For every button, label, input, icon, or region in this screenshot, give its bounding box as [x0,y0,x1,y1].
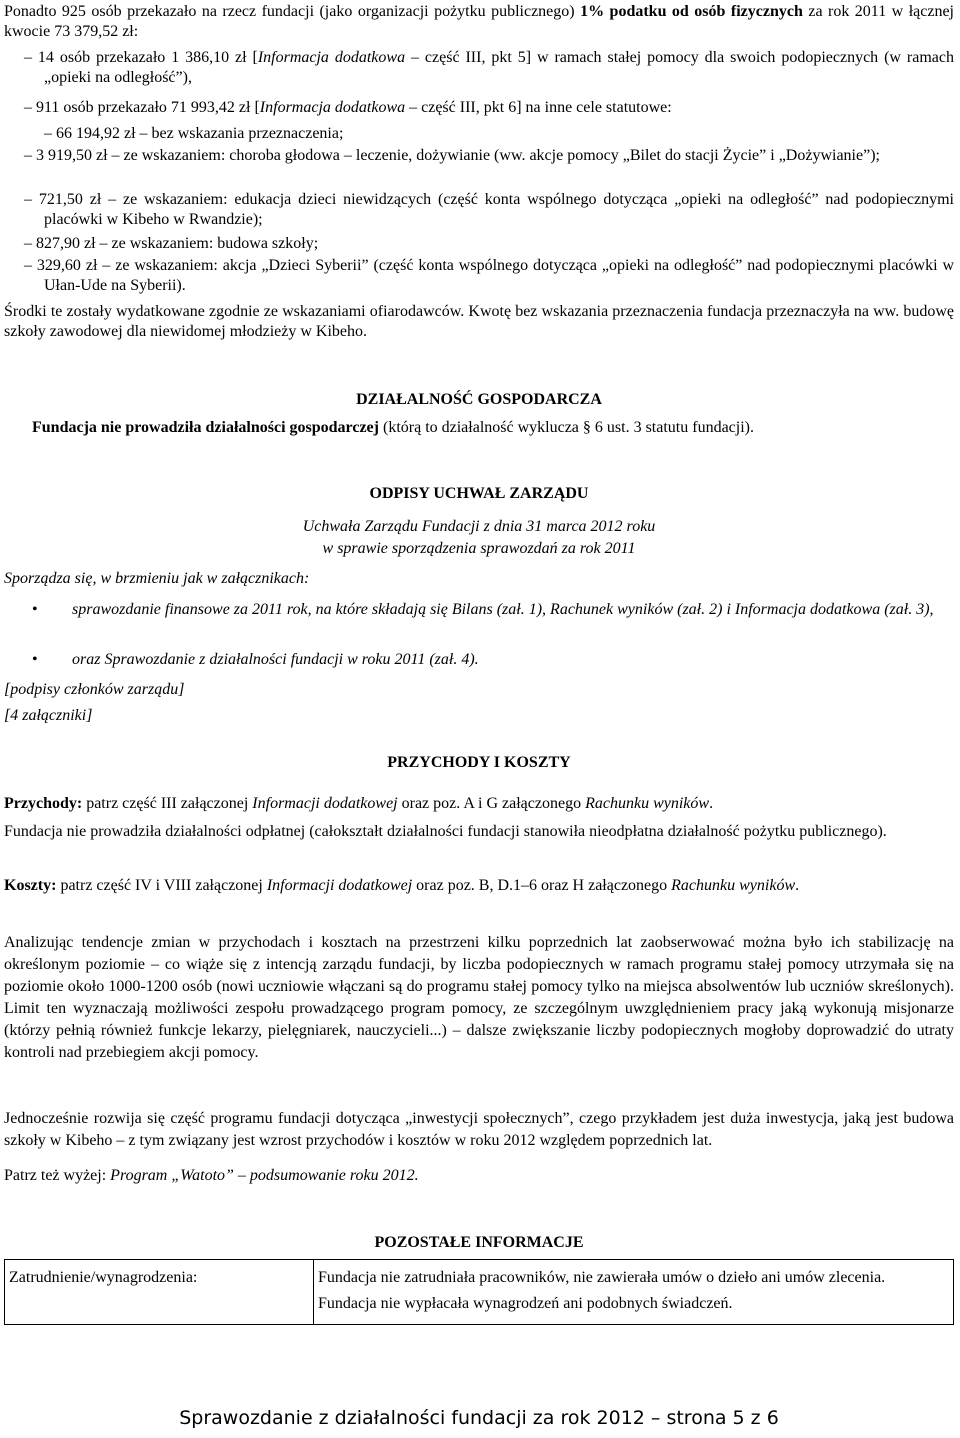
costs-text-end: . [795,877,800,894]
donation-item-2-text: – 911 osób przekazało 71 993,42 zł [ [24,99,260,116]
analysis-paragraph: Analizując tendencje zmian w przychodach i kosztach na przestrzeni kilku poprzednich lat zaobserwować można było ich stabilizację na określonym poziomie – co wiąże się z intencją zarządu fundacji, by liczba podopiecznych w ramach programu stałej pomocy utrzymała się na poziomie około 1000-1200 osób (nowi uczniowie włączani są do programu stałej pomocy tylko na miejsca absolwentów lub uczniów skreślonych). Limit ten wyznaczają możliwości zespołu prowadzącego program pomocy, ze szczególnym uwzględnieniem pracy jaką wykonują misjonarze (którzy pełnią również funkcje lekarzy, pielęgniarek, nauczycieli...) – dalsze zwiększanie liczby podopiecznych mogłoby doprowadzić do utraty kontroli nad przebiegiem akcji pomocy. [4,934,954,1061]
intro-paragraph [4,2,954,42]
business-paragraph [32,418,960,438]
see-also-text: Patrz też wyżej: [4,1167,111,1184]
resolution-bullet-2 [4,650,954,670]
costs-label: Koszty: [4,877,57,894]
sub-item-text: – 66 194,92 zł – bez wskazania przeznaczenia; [44,125,344,142]
resolution-bullet-text: sprawozdanie finansowe za 2011 rok, na które składają się Bilans (zał. 1), Rachunek wyników (zał. 2) i Informacja dodatkowa (zał. 3), [72,601,934,618]
resolution-subtitle: w sprawie sporządzenia sprawozdań za rok 2011 [322,540,636,557]
sub-item-5 [4,256,954,296]
section-title-other-info: POZOSTAŁE INFORMACJE [374,1234,584,1251]
employment-label: Zatrudnienie/wynagrodzenia: [9,1269,198,1286]
sub-item-text: – 3 919,50 zł – ze wskazaniem: choroba głodowa – leczenie, dożywianie (ww. akcje pomocy „Bilet do stacji Życie” i „Dożywianie”); [24,147,880,164]
employment-label-cell [5,1260,314,1325]
business-text: (którą to działalność wyklucza § 6 ust. 3 statutu fundacji). [378,419,754,436]
non-paid-activity-paragraph: Fundacja nie prowadziła działalności odpłatnej (całokształt działalności fundacji stanowiła nieodpłatna działalność pożytku publicznego). [4,823,887,840]
revenue-paragraph [4,794,954,814]
bullet-icon: • [32,601,38,618]
sub-item-1 [4,124,954,144]
revenue-label: Przychody: [4,795,83,812]
costs-paragraph [4,876,954,896]
donation-item-1-ref: Informacja dodatkowa [257,49,406,66]
employment-value-cell [314,1260,954,1325]
section-title-resolutions: ODPISY UCHWAŁ ZARZĄDU [369,485,589,502]
sub-item-2 [4,146,954,166]
revenue-ref-1: Informacji dodatkowej [252,795,398,812]
see-also-paragraph [4,1166,954,1186]
resolution-title: Uchwała Zarządu Fundacji z dnia 31 marca 2012 roku [302,518,656,535]
see-also-ref: Program „Watoto” – podsumowanie roku 2012. [110,1167,419,1184]
resolution-lead [4,569,954,589]
bullet-icon: • [32,651,38,668]
employment-table [4,1259,954,1325]
attachments-text: [4 załączniki] [4,707,93,724]
costs-ref-1: Informacji dodatkowej [266,877,413,894]
section-title-revenue-costs: PRZYCHODY I KOSZTY [387,754,571,771]
revenue-text-2: oraz poz. A i G załączonego [397,795,586,812]
intro-text-end: za rok 2011 w łącznej kwocie 73 379,52 zł: [4,3,955,40]
revenue-text: patrz część III załączonej [82,795,253,812]
donation-item-1 [4,48,954,88]
revenue-ref-2: Rachunku wyników [585,795,710,812]
costs-ref-2: Rachunku wyników [671,877,796,894]
signatures-note [4,680,954,700]
donation-item-1-text: – 14 osób przekazało 1 386,10 zł [ [24,49,258,66]
donation-item-2-ref: Informacja dodatkowa [259,99,406,116]
employment-value-2: Fundacja nie wypłacała wynagrodzeń ani podobnych świadczeń. [318,1295,733,1312]
donation-item-1-text-end: – część III, pkt 5] w ramach stałej pomocy dla swoich podopiecznych (w ramach „opieki na odległość”), [44,49,954,86]
revenue-text-end: . [709,795,714,812]
sub-item-3 [4,190,954,230]
funds-paragraph: Środki te zostały wydatkowane zgodnie ze wskazaniami ofiarodawców. Kwotę bez wskazania przeznaczenia fundacja przeznaczyła na ww. budowę szkoły zawodowej dla niewidomej młodzieży w Kibeho. [4,303,954,340]
business-bold-text: Fundacja nie prowadziła działalności gospodarczej [32,419,379,436]
donation-item-2 [4,98,954,118]
investment-paragraph: Jednocześnie rozwija się część programu fundacji dotycząca „inwestycji społecznych”, czego przykładem jest duża inwestycja, jaką jest budowa szkoły w Kibeho – z tym związany jest wzrost przychodów i kosztów w roku 2012 względem poprzednich lat. [4,1110,954,1149]
resolution-bullet-1 [4,600,954,620]
table-row [5,1260,954,1325]
resolution-lead-text: Sporządza się, w brzmieniu jak w załącznikach: [4,570,310,587]
sub-item-text: – 721,50 zł – ze wskazaniem: edukacja dzieci niewidzących (część konta wspólnego dotycząca „opieki na odległość” nad podopiecznymi placówki w Kibeho w Rwandzie); [24,191,954,228]
sub-item-4 [4,234,954,254]
costs-text: patrz część IV i VIII załączonej [56,877,267,894]
resolution-line-1 [4,517,954,537]
sub-item-text: – 827,90 zł – ze wskazaniem: budowa szkoły; [24,235,319,252]
resolution-bullet-text: oraz Sprawozdanie z działalności fundacji w roku 2011 (zał. 4). [72,651,479,668]
donation-item-2-text-end: – część III, pkt 6] na inne cele statutowe: [405,99,672,116]
attachments-note [4,706,954,726]
page-footer: Sprawozdanie z działalności fundacji za rok 2012 – strona 5 z 6 [179,1407,779,1429]
signatures-text: [podpisy członków zarządu] [4,681,185,698]
sub-item-text: – 329,60 zł – ze wskazaniem: akcja „Dzieci Syberii” (część konta wspólnego dotycząca „opieki na odległość” nad podopiecznymi placówki w Ułan-Ude na Syberii). [24,257,954,294]
employment-value-1: Fundacja nie zatrudniała pracowników, nie zawierała umów o dzieło ani umów zlecenia. [318,1269,886,1286]
intro-text: Ponadto 925 osób przekazało na rzecz fundacji (jako organizacji pożytku publicznego) [4,3,581,20]
resolution-line-2 [4,539,954,559]
intro-bold-text: 1% podatku od osób fizycznych [580,3,803,20]
section-title-business: DZIAŁALNOŚĆ GOSPODARCZA [356,391,602,408]
costs-text-2: oraz poz. B, D.1–6 oraz H załączonego [412,877,672,894]
